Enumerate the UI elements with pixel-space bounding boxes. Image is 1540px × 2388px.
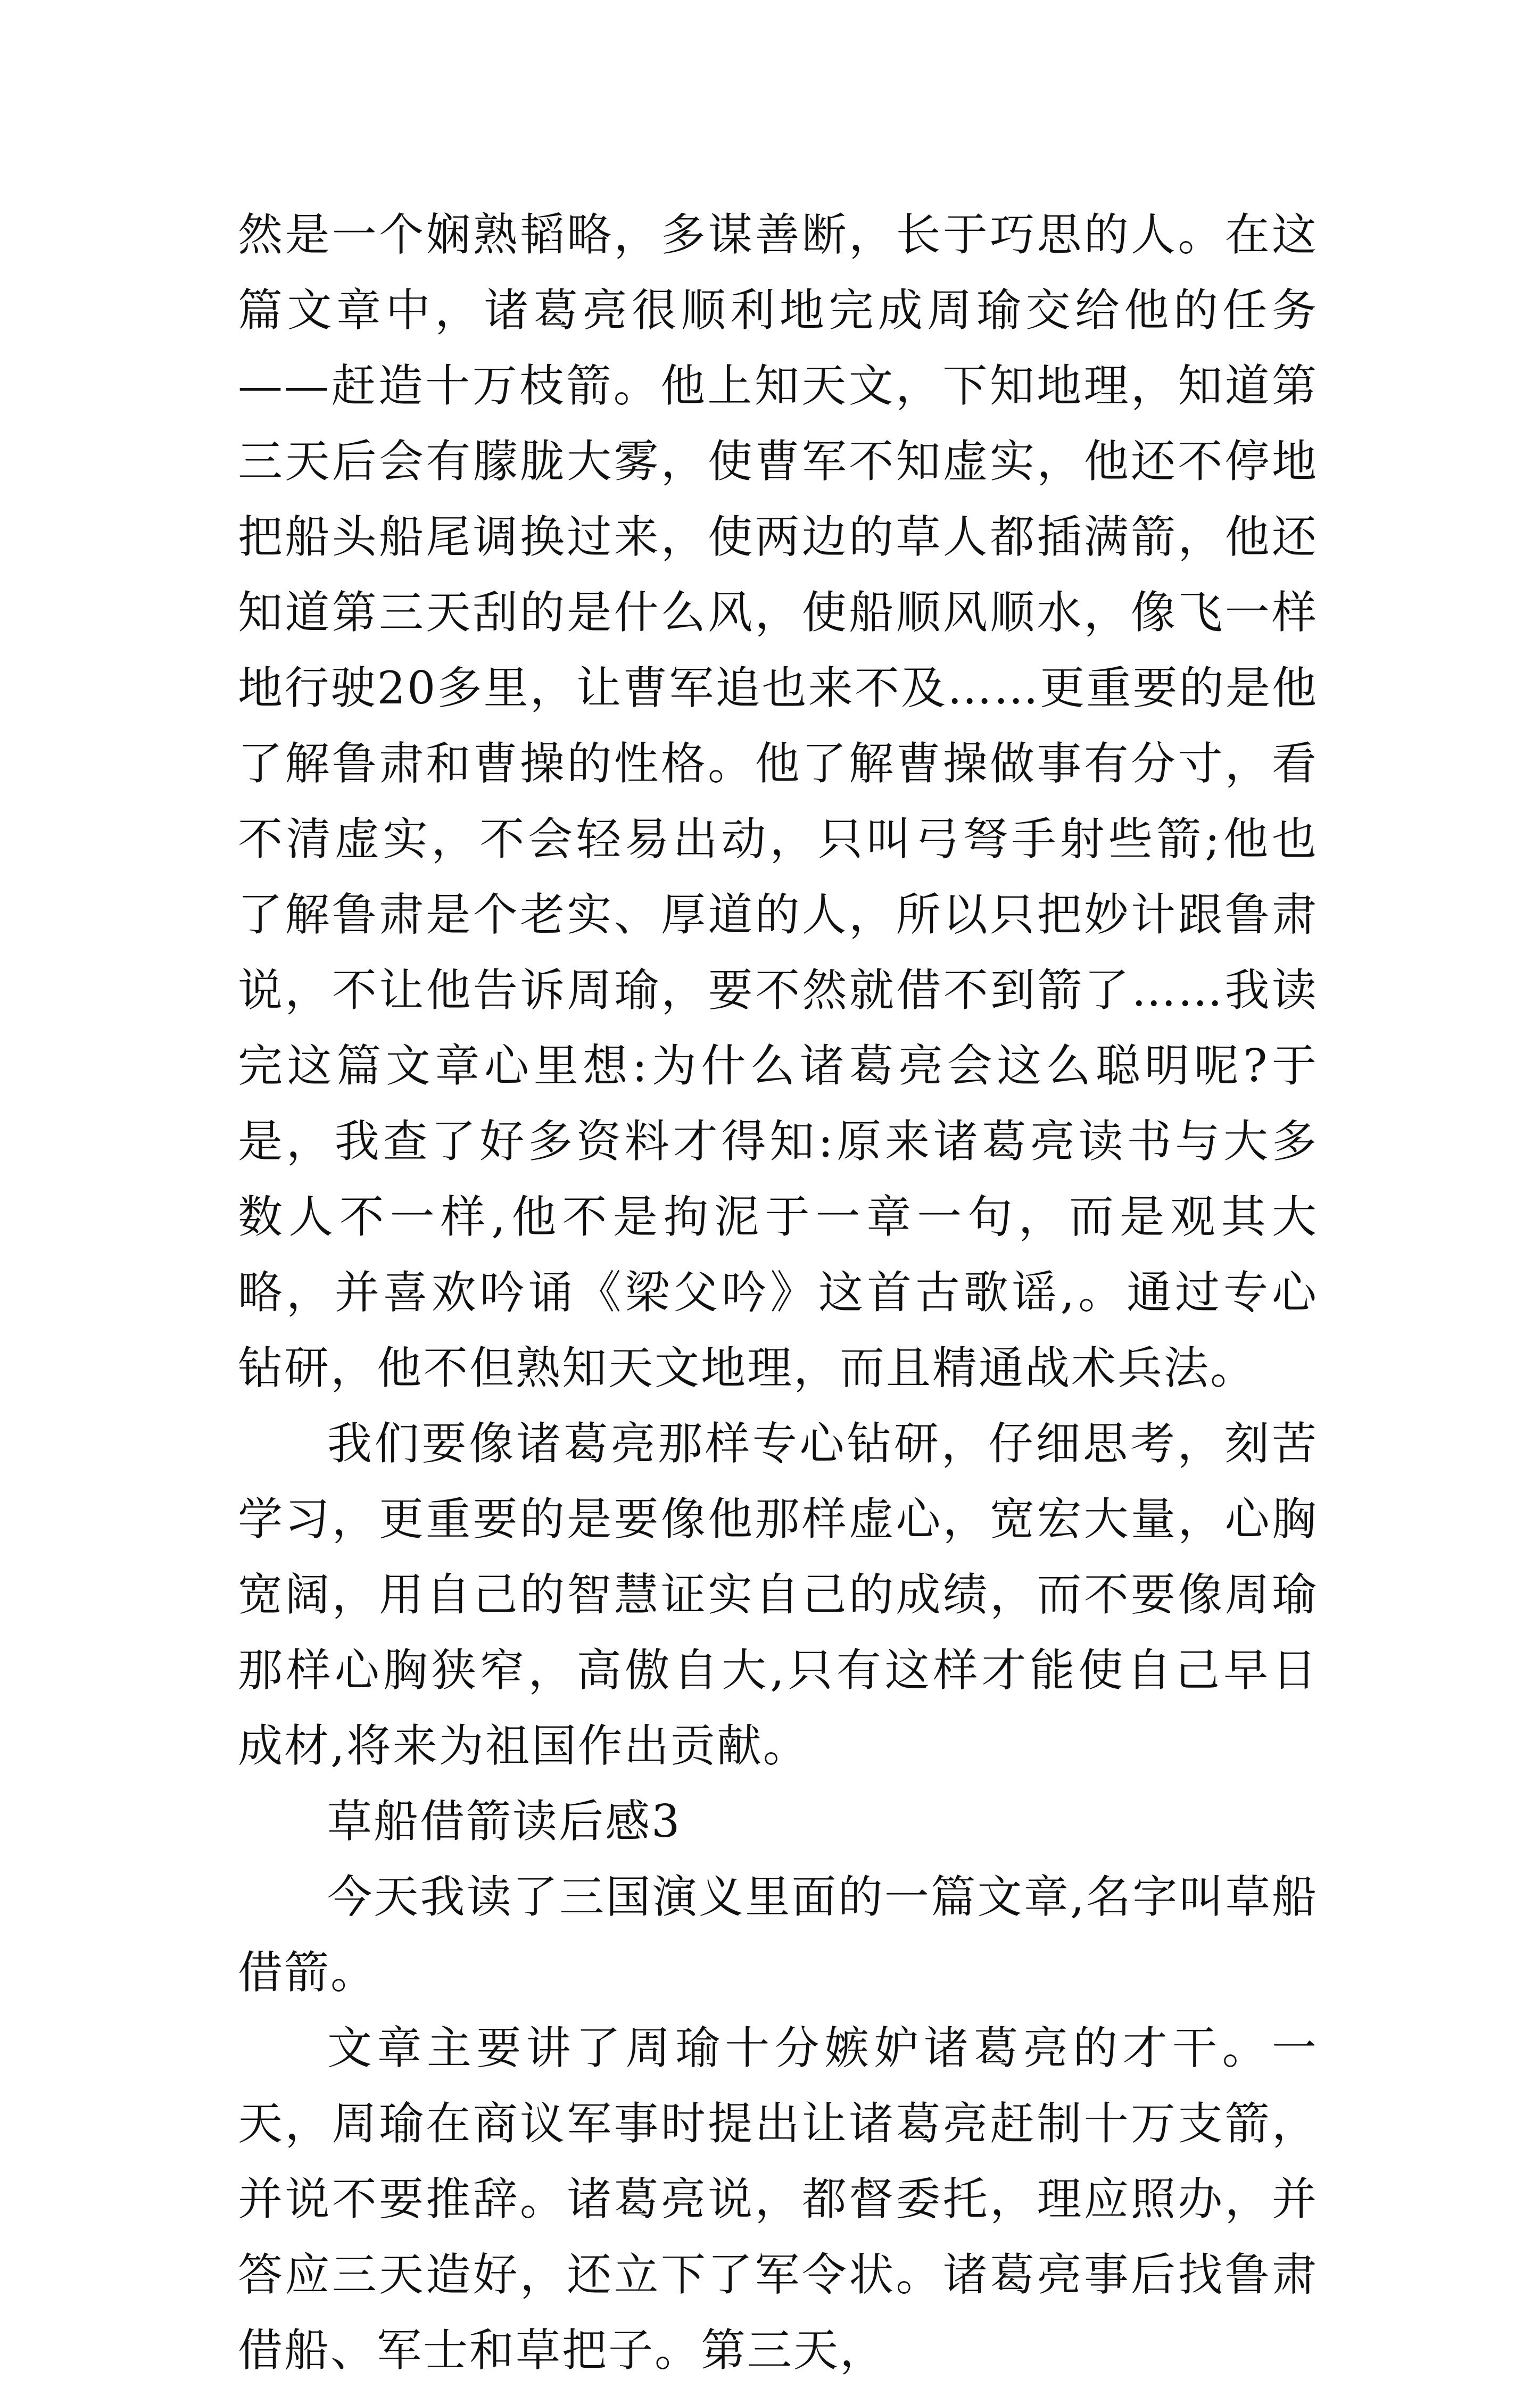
paragraph-reflection: 我们要像诸葛亮那样专心钻研，仔细思考，刻苦学习，更重要的是要像他那样虚心，宽宏大量，心胸宽阔，用自己的智慧证实自己的成绩，而不要像周瑜那样心胸狭窄，高傲自大,只有这样才能使自己早日成材,将来为祖国作出贡献。 [238,1417,1318,1772]
paragraph-continuation: 然是一个娴熟韬略，多谋善断，长于巧思的人。在这篇文章中，诸葛亮很顺利地完成周瑜交给他的任务——赶造十万枝箭。他上知天文，下知地理，知道第三天后会有朦胧大雾，使曹军不知虚实，他还不停地把船头船尾调换过来，使两边的草人都插满箭，他还知道第三天刮的是什么风，使船顺风顺水，像飞一样地行驶20多里，让曹军追也来不及……更重要的是他了解鲁肃和曹操的性格。他了解曹操做事有分寸，看不清虚实，不会轻易出动，只叫弓弩手射些箭;他也了解鲁肃是个老实、厚道的人，所以只把妙计跟鲁肃说，不让他告诉周瑜，要不然就借不到箭了……我读完这篇文章心里想:为什么诸葛亮会这么聪明呢?于是，我查了好多资料才得知:原来诸葛亮读书与大多数人不一样,他不是拘泥于一章一句，而是观其大略，并喜欢吟诵《梁父吟》这首古歌谣,。通过专心钻研，他不但熟知天文地理，而且精通战术兵法。 [238,209,1318,1394]
paragraph-intro: 今天我读了三国演义里面的一篇文章,名字叫草船借箭。 [238,1871,1318,1999]
document-body [238,197,1318,2388]
section-heading: 草船借箭读后感3 [327,1795,682,1847]
paragraph-summary: 文章主要讲了周瑜十分嫉妒诸葛亮的才干。一天，周瑜在商议军事时提出让诸葛亮赶制十万支箭，并说不要推辞。诸葛亮说，都督委托，理应照办，并答应三天造好，还立下了军令状。诸葛亮事后找鲁肃借船、军士和草把子。第三天， [238,2022,1318,2376]
